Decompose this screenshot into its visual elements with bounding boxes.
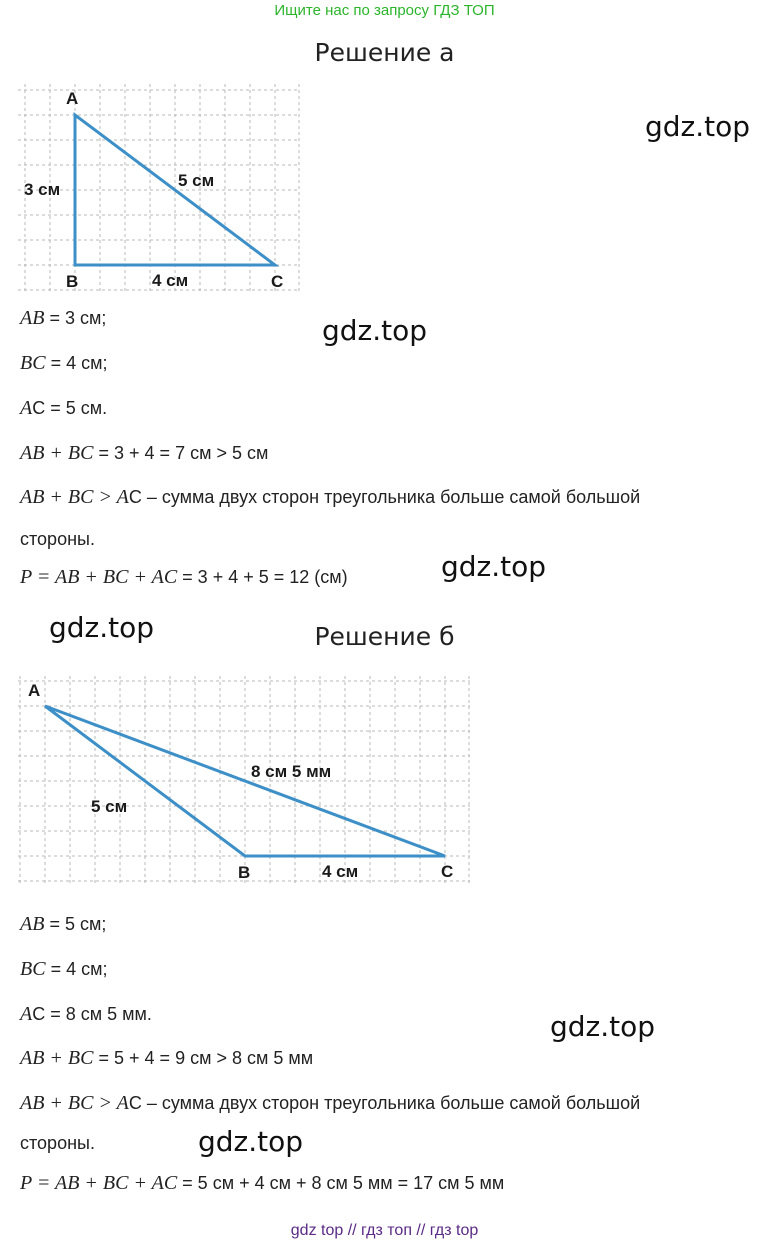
solution-b-line-4: AB + BC = 5 + 4 = 9 см > 8 см 5 мм: [20, 1047, 314, 1069]
solution-a-line-5: AB + BC > AС – сумма двух сторон треугольника больше самой большой: [20, 486, 641, 508]
solution-a-line-1: AB = 3 см;: [20, 307, 107, 329]
vertex-b-label: B: [238, 863, 251, 882]
side-ac-label: 5 см: [178, 171, 215, 190]
solution-a-line-7: P = AB + BC + AC = 3 + 4 + 5 = 12 (см): [20, 566, 348, 588]
triangle-a-diagram: [18, 84, 300, 294]
solution-a-line-6: стороны.: [20, 529, 95, 549]
watermark: gdz.top: [550, 1010, 656, 1043]
solution-b-line-6: стороны.: [20, 1133, 95, 1153]
side-ab-label: 3 см: [24, 180, 61, 199]
vertex-b-label: B: [66, 272, 79, 291]
solution-a-line-2: BC = 4 см;: [20, 352, 108, 374]
solution-a-line-3: AС = 5 см.: [20, 397, 108, 419]
watermark: gdz.top: [322, 314, 428, 347]
watermark: gdz.top: [198, 1125, 304, 1158]
triangle-b-diagram: [18, 676, 470, 886]
footer-links[interactable]: gdz top // гдз топ // гдз top: [290, 1222, 479, 1239]
watermark: gdz.top: [49, 611, 155, 644]
side-bc-label: 4 см: [152, 271, 189, 290]
vertex-c-label: C: [441, 862, 454, 881]
section-a-heading: Решение а: [314, 38, 455, 67]
side-ac-label: 8 см 5 мм: [251, 762, 332, 781]
solution-b-line-7: P = AB + BC + AC = 5 см + 4 см + 8 см 5 мм = 17 см 5 мм: [20, 1172, 505, 1194]
vertex-a-label: A: [66, 89, 79, 108]
solution-b-line-2: BC = 4 см;: [20, 958, 108, 980]
section-b-heading: Решение б: [314, 622, 455, 651]
side-bc-label: 4 см: [322, 862, 359, 881]
solution-a-line-4: AB + BC = 3 + 4 = 7 см > 5 см: [20, 442, 269, 464]
watermark: gdz.top: [441, 550, 547, 583]
solution-b-line-3: AС = 8 см 5 мм.: [20, 1003, 152, 1025]
search-banner[interactable]: Ищите нас по запросу ГДЗ ТОП: [274, 2, 495, 19]
side-ab-label: 5 см: [91, 797, 128, 816]
solution-b-line-5: AB + BC > AС – сумма двух сторон треугольника больше самой большой: [20, 1092, 641, 1114]
watermark: gdz.top: [645, 110, 751, 143]
vertex-c-label: C: [271, 272, 284, 291]
vertex-a-label: A: [28, 681, 41, 700]
solution-b-line-1: AB = 5 см;: [20, 913, 107, 935]
